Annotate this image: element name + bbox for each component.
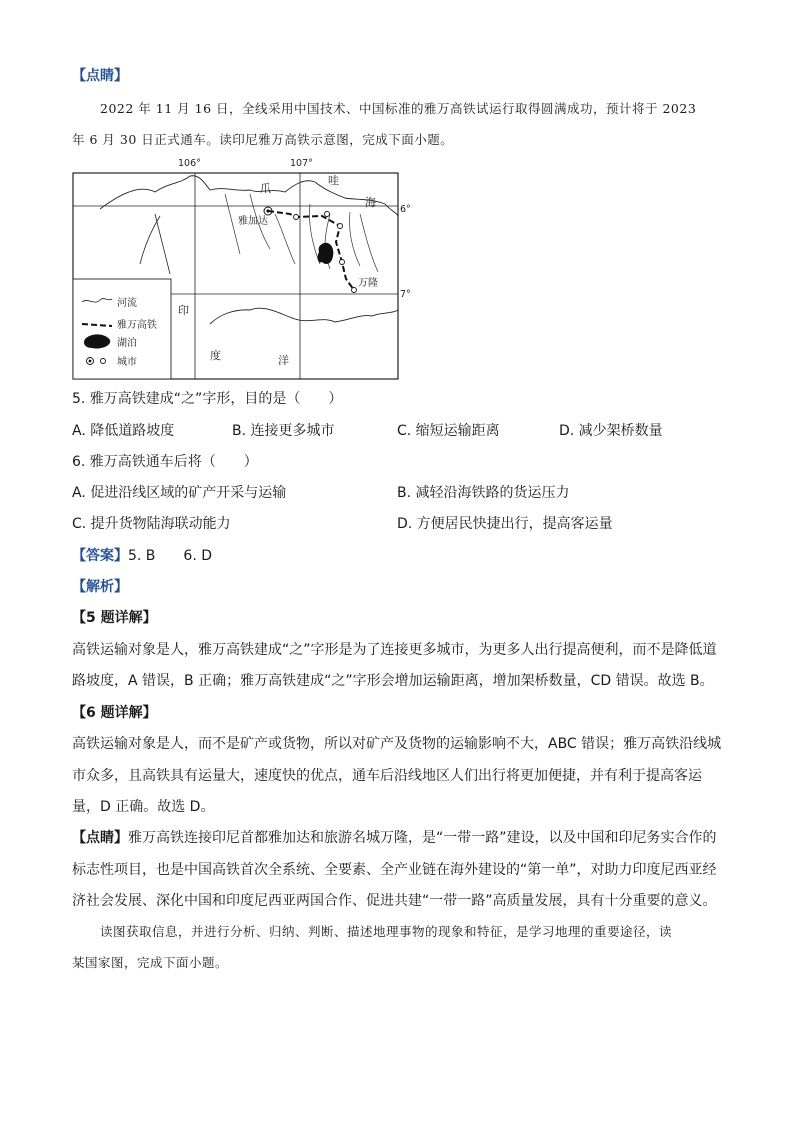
lake <box>318 243 334 264</box>
label-indian-1: 印 <box>178 304 189 317</box>
south-coastline <box>210 308 398 324</box>
intro-line-2: 年 6 月 30 日正式通车。读印尼雅万高铁示意图，完成下面小题。 <box>72 132 454 147</box>
label-jakarta: 雅加达 <box>238 216 268 227</box>
next-intro-line-1: 读图获取信息，并进行分析、归纳、判断、描述地理事物的现象和特征，是学习地理的重要途径，读 <box>100 924 673 939</box>
label-sea: 海 <box>365 196 376 209</box>
label-bandung: 万隆 <box>358 278 378 289</box>
q5-option-d: D. 减少架桥数量 <box>559 423 663 439</box>
legend-lake: 湖泊 <box>117 338 137 349</box>
q6-option-b: B. 减轻沿海铁路的货运压力 <box>397 485 570 501</box>
legend-railway: 雅万高铁 <box>117 320 157 331</box>
q6-option-a: A. 促进沿线区域的矿产开采与运输 <box>72 485 287 501</box>
north-coastline <box>100 176 398 216</box>
comment-line-2: 标志性项目，也是中国高铁首次全系统、全要素、全产业链在海外建设的“第一单”，对助力印度尼西亚经 <box>72 862 717 878</box>
bandung-city-marker <box>352 288 357 293</box>
lat-label-7: 7° <box>400 289 411 300</box>
q5-option-a: A. 降低道路坡度 <box>72 423 175 439</box>
detail-6-line-1: 高铁运输对象是人，而不是矿产或货物，所以对矿产及货物的运输影响不大，ABC 错误；雅万高铁沿线城 <box>72 736 722 752</box>
label-indian-2: 度 <box>210 349 221 362</box>
question-6-stem: 6. 雅万高铁通车后将（ ） <box>72 454 258 470</box>
comment-line-3: 济社会发展、深化中国和印度尼西亚两国合作、促进共建“一带一路”高质量发展，具有十分重要的意义。 <box>72 893 717 909</box>
label-java-2: 哇 <box>328 174 339 187</box>
lon-label-106: 106° <box>178 158 201 169</box>
detail-6-line-3: 量，D 正确。故选 D。 <box>72 799 215 815</box>
legend-city: 城市 <box>117 357 137 368</box>
q5-option-c: C. 缩短运输距离 <box>397 423 500 439</box>
section-tag-dianjing: 【点睛】 <box>72 68 128 84</box>
answer-row <box>72 546 212 566</box>
q5-option-b: B. 连接更多城市 <box>232 423 335 439</box>
question-5-stem: 5. 雅万高铁建成“之”字形，目的是（ ） <box>72 391 343 407</box>
next-intro-line-2: 某国家图，完成下面小题。 <box>72 955 229 970</box>
answer-text: 5. B 6. D <box>128 548 212 564</box>
lon-label-107: 107° <box>290 158 313 169</box>
q6-option-d: D. 方便居民快捷出行，提高客运量 <box>397 516 613 532</box>
analysis-tag: 【解析】 <box>72 579 128 595</box>
detail-5-line-1: 高铁运输对象是人，雅万高铁建成“之”字形是为了连接更多城市，为更多人出行提高便利，而不是降低道 <box>72 642 717 658</box>
detail-5-line-2: 路坡度，A 错误，B 正确；雅万高铁建成“之”字形会增加运输距离，增加架桥数量，CD 错误。故选 B。 <box>72 673 714 689</box>
legend-river: 河流 <box>117 298 137 309</box>
answer-tag: 【答案】 <box>72 548 128 564</box>
detail-5-tag: 【5 题详解】 <box>72 610 157 626</box>
label-indian-3: 洋 <box>278 354 289 367</box>
comment-line-1: 雅万高铁连接印尼首都雅加达和旅游名城万隆，是“一带一路”建设，以及中国和印尼务实合作的 <box>128 830 717 846</box>
comment-tag: 【点睛】 <box>72 830 128 846</box>
yawan-railway-map <box>60 154 420 384</box>
detail-6-line-2: 市众多，且高铁具有运量大，速度快的优点，通车后沿线地区人们出行将更加便捷，并有利于提高客运 <box>72 768 702 784</box>
lat-label-6: 6° <box>400 204 411 215</box>
yawan-railway-line <box>268 211 354 290</box>
detail-6-tag: 【6 题详解】 <box>72 705 157 721</box>
comment-line-1-row <box>72 828 717 848</box>
q6-option-c: C. 提升货物陆海联动能力 <box>72 516 231 532</box>
intro-line-1: 2022 年 11 月 16 日，全线采用中国技术、中国标准的雅万高铁试运行取得圆满成功，预计将于 2023 <box>100 101 697 116</box>
label-java-1: 爪 <box>260 182 271 195</box>
